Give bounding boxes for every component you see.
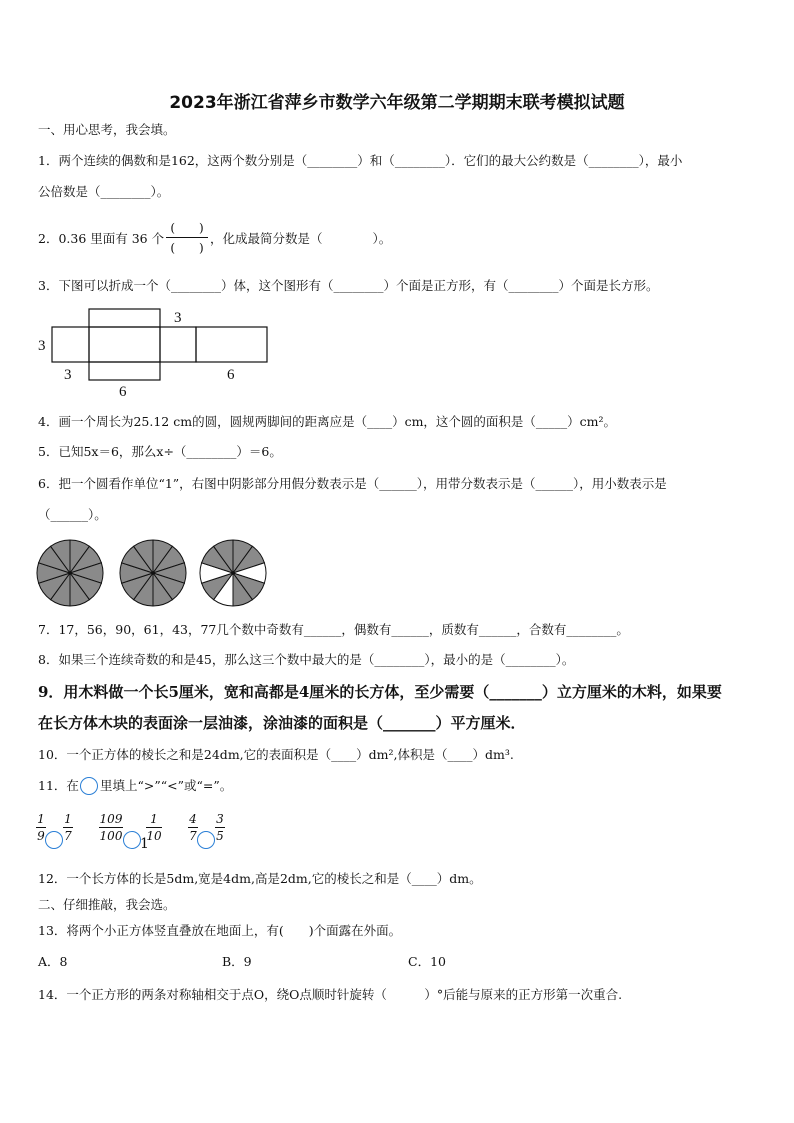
compare-2-answer-circle[interactable] bbox=[123, 831, 141, 849]
numerator: 1 bbox=[37, 812, 45, 826]
net-label-left-height: 3 bbox=[38, 338, 46, 354]
question-7: 7．17，56，90，61，43，77几个数中奇数有______，偶数有______，质数有______，合数有________。 bbox=[38, 622, 629, 637]
question-13-option-c[interactable]: C．10 bbox=[408, 954, 446, 969]
question-13-option-b[interactable]: B．9 bbox=[222, 954, 252, 969]
compare-1-answer-circle[interactable] bbox=[45, 831, 63, 849]
compare-1-right-fraction bbox=[63, 812, 73, 843]
question-2-numerator-blank: ( ) bbox=[170, 221, 204, 235]
compare-3-answer-circle[interactable] bbox=[197, 831, 215, 849]
question-4: 4．画一个周长为25.12 cm的圆，圆规两脚间的距离应是（____）cm，这个圆的面积是（_____）cm²。 bbox=[38, 414, 617, 429]
answer-circle-example bbox=[80, 777, 98, 795]
numerator: 4 bbox=[189, 812, 197, 826]
question-6-line-2: （______）。 bbox=[38, 507, 107, 522]
compare-2-whole-number: 1 bbox=[140, 836, 149, 852]
question-2-prefix: 2．0.36 里面有 36 个 bbox=[38, 231, 165, 246]
denominator: 10 bbox=[146, 829, 162, 843]
question-14: 14．一个正方形的两条对称轴相交于点O，绕O点顺时针旋转（ ）°后能与原来的正方形第一次重合. bbox=[38, 987, 623, 1002]
question-2-suffix: ，化成最简分数是（ ）。 bbox=[210, 231, 392, 246]
compare-2-left-fraction bbox=[99, 812, 123, 843]
net-face-front bbox=[89, 327, 160, 362]
question-8: 8．如果三个连续奇数的和是45，那么这三个数中最大的是（________），最小的是（________）。 bbox=[38, 652, 575, 667]
net-label-right-length: 6 bbox=[227, 367, 235, 383]
question-12: 12．一个长方体的长是5dm,宽是4dm,高是2dm,它的棱长之和是（____）dm。 bbox=[38, 871, 482, 886]
question-9-line-1: 9．用木料做一个长5厘米，宽和高都是4厘米的长方体，至少需要（_______）立方厘米的木料，如果要 bbox=[38, 683, 722, 701]
section-2-heading: 二、仔细推敲，我会选。 bbox=[38, 897, 176, 912]
denominator: 7 bbox=[64, 829, 72, 843]
question-13-option-a[interactable]: A．8 bbox=[38, 954, 68, 969]
numerator: 109 bbox=[99, 812, 123, 826]
question-13: 13．将两个小正方体竖直叠放在地面上，有( )个面露在外面。 bbox=[38, 923, 402, 938]
question-1-line-1: 1．两个连续的偶数和是162，这两个数分别是（________）和（________）．它们的最大公约数是（________），最小 bbox=[38, 153, 683, 168]
page-title: 2023年浙江省萍乡市数学六年级第二学期期末联考模拟试题 bbox=[169, 93, 625, 113]
question-11-prefix: 11．在 bbox=[38, 778, 79, 793]
compare-2-right-fraction bbox=[146, 812, 162, 843]
question-11-suffix: 里填上“>”“<”或“=”。 bbox=[100, 778, 233, 793]
question-2-denominator-blank: ( ) bbox=[170, 241, 204, 255]
question-6-line-1: 6．把一个圆看作单位“1”，右图中阴影部分用假分数表示是（______），用带分数表示是（______），用小数表示是 bbox=[38, 476, 667, 491]
question-3: 3．下图可以折成一个（________）体，这个图形有（________）个面是正方形，有（________）个面是长方形。 bbox=[38, 278, 659, 293]
numerator: 1 bbox=[64, 812, 72, 826]
net-label-top-width: 3 bbox=[174, 310, 182, 326]
numerator: 1 bbox=[150, 812, 158, 826]
net-face-left bbox=[52, 327, 89, 362]
question-9-line-2: 在长方体木块的表面涂一层油漆，涂油漆的面积是（_______）平方厘米． bbox=[38, 714, 526, 732]
numerator: 3 bbox=[216, 812, 224, 826]
denominator: 9 bbox=[37, 829, 45, 843]
question-1-line-2: 公倍数是（________）。 bbox=[38, 184, 170, 199]
net-face-top bbox=[89, 309, 160, 327]
compare-3-right-fraction bbox=[215, 812, 225, 843]
question-5: 5．已知5x＝6，那么x÷（________）＝6。 bbox=[38, 444, 282, 459]
question-10: 10．一个正方体的棱长之和是24dm,它的表面积是（____）dm²,体积是（____）dm³. bbox=[38, 747, 514, 762]
section-1-heading: 一、用心思考，我会填。 bbox=[38, 122, 176, 137]
denominator: 100 bbox=[99, 829, 123, 843]
denominator: 7 bbox=[189, 829, 197, 843]
denominator: 5 bbox=[216, 829, 224, 843]
net-face-bottom bbox=[89, 362, 160, 380]
cuboid-net-diagram bbox=[30, 305, 280, 400]
fraction-circles-diagram bbox=[36, 538, 272, 608]
net-label-bottom-length: 6 bbox=[119, 384, 127, 400]
question-2-fraction bbox=[166, 219, 208, 256]
net-face-right bbox=[160, 327, 196, 362]
net-face-back bbox=[196, 327, 267, 362]
net-label-bottom-left: 3 bbox=[64, 367, 72, 383]
